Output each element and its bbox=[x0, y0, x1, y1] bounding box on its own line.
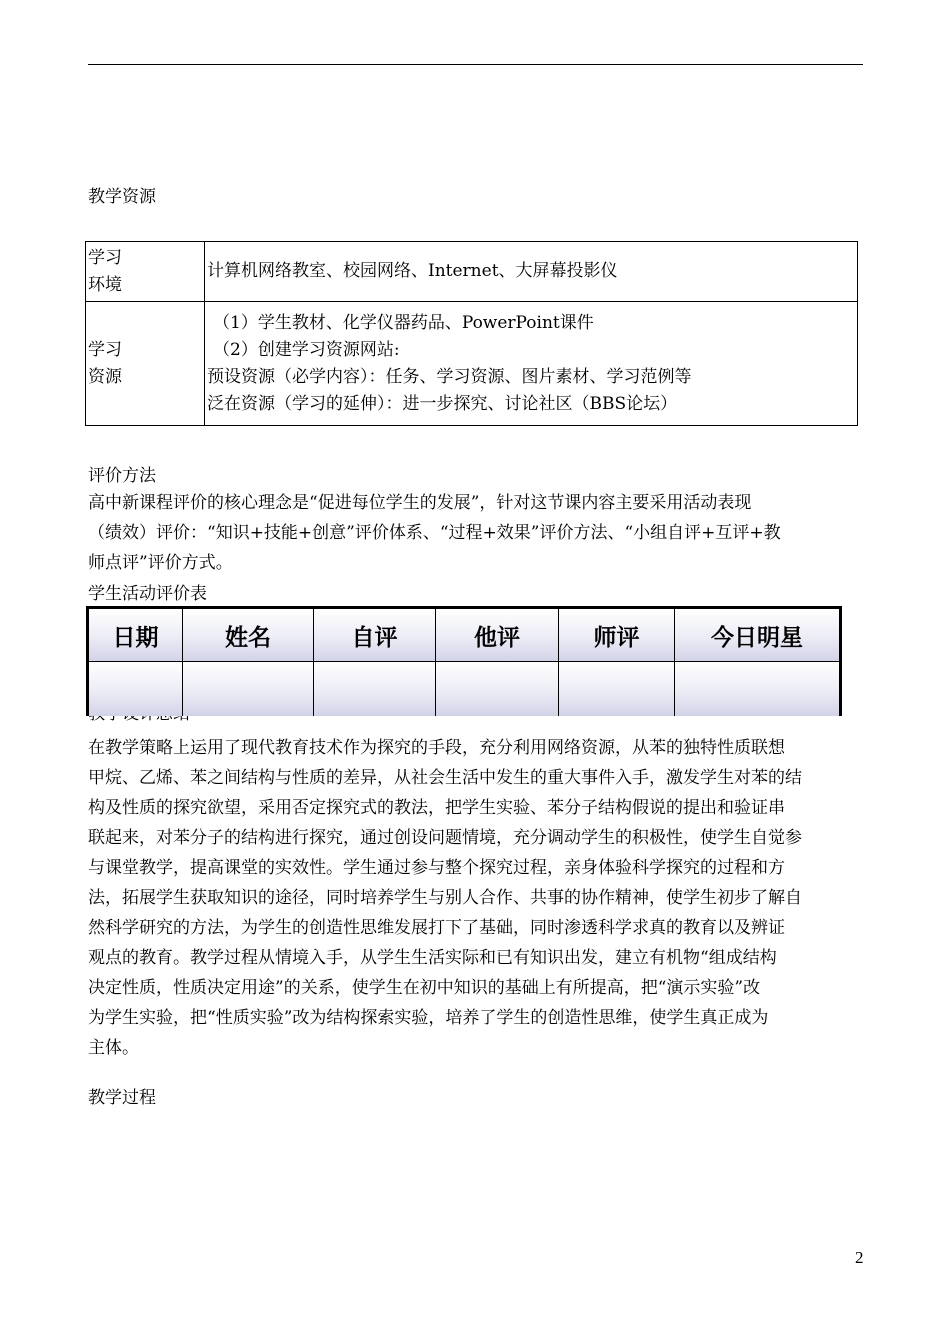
cell-star-of-day[interactable] bbox=[675, 662, 839, 716]
environment-label-line1: 学习 bbox=[88, 247, 122, 268]
evaluation-heading: 评价方法 bbox=[88, 466, 156, 486]
cell-peer-eval[interactable] bbox=[436, 662, 559, 716]
environment-label-cell bbox=[86, 242, 205, 302]
evaluation-line-3: 师点评”评价方式。 bbox=[88, 553, 233, 573]
materials-line-1: （1）学生教材、化学仪器药品、PowerPoint课件 bbox=[213, 312, 594, 333]
evaluation-line-1: 高中新课程评价的核心理念是“促进每位学生的发展”，针对这节课内容主要采用活动表现 bbox=[88, 493, 752, 513]
materials-line-3: 预设资源（必学内容）：任务、学习资源、图片素材、学习范例等 bbox=[207, 366, 692, 387]
resources-table bbox=[85, 241, 858, 426]
summary-line-1: 在教学策略上运用了现代教育技术作为探究的手段，充分利用网络资源，从苯的独特性质联想 bbox=[88, 738, 785, 758]
summary-line-5: 与课堂教学，提高课堂的实效性。学生通过参与整个探究过程，亲身体验科学探究的过程和方 bbox=[88, 858, 785, 878]
materials-label-cell bbox=[86, 302, 205, 426]
design-summary-paragraph bbox=[88, 733, 868, 1063]
cell-date[interactable] bbox=[89, 662, 183, 716]
materials-content-cell bbox=[205, 302, 858, 426]
header-star-of-day: 今日明星 bbox=[675, 609, 839, 662]
evaluation-line-2: （绩效）评价：“知识+技能+创意”评价体系、“过程+效果”评价方法、“小组自评+互评+教 bbox=[88, 523, 781, 543]
header-name: 姓名 bbox=[183, 609, 314, 662]
process-heading: 教学过程 bbox=[88, 1088, 156, 1108]
cell-teacher-eval[interactable] bbox=[559, 662, 675, 716]
header-rule bbox=[88, 64, 863, 65]
evaluation-paragraph bbox=[88, 488, 868, 578]
materials-label-line2: 资源 bbox=[88, 366, 122, 387]
summary-line-2: 甲烷、乙烯、苯之间结构与性质的差异，从社会生活中发生的重大事件入手，激发学生对苯的结 bbox=[88, 768, 802, 788]
resources-heading: 教学资源 bbox=[88, 187, 156, 207]
summary-line-7: 然科学研究的方法，为学生的创造性思维发展打下了基础，同时渗透科学求真的教育以及辨证 bbox=[88, 918, 785, 938]
cell-self-eval[interactable] bbox=[314, 662, 436, 716]
header-date: 日期 bbox=[89, 609, 183, 662]
cell-name[interactable] bbox=[183, 662, 314, 716]
environment-content-cell bbox=[205, 242, 858, 302]
resources-row-environment bbox=[86, 242, 858, 302]
resources-row-materials bbox=[86, 302, 858, 426]
materials-line-4: 泛在资源（学习的延伸）：进一步探究、讨论社区（BBS论坛） bbox=[207, 393, 678, 414]
page-number: 2 bbox=[855, 1248, 864, 1267]
summary-line-11: 主体。 bbox=[88, 1038, 139, 1058]
summary-line-3: 构及性质的探究欲望，采用否定探究式的教法，把学生实验、苯分子结构假说的提出和验证串 bbox=[88, 798, 785, 818]
summary-line-10: 为学生实验，把“性质实验”改为结构探索实验，培养了学生的创造性思维，使学生真正成为 bbox=[88, 1008, 769, 1028]
materials-line-2: （2）创建学习资源网站: bbox=[213, 339, 400, 360]
activity-table-heading: 学生活动评价表 bbox=[88, 584, 207, 604]
header-self-eval: 自评 bbox=[314, 609, 436, 662]
summary-line-9: 决定性质，性质决定用途”的关系，使学生在初中知识的基础上有所提高，把“演示实验”改 bbox=[88, 978, 761, 998]
materials-label-line1: 学习 bbox=[88, 339, 122, 360]
activity-table-header-row bbox=[89, 609, 839, 662]
activity-table-row bbox=[89, 662, 839, 716]
summary-line-6: 法，拓展学生获取知识的途径，同时培养学生与别人合作、共事的协作精神，使学生初步了解自 bbox=[88, 888, 802, 908]
summary-line-8: 观点的教育。教学过程从情境入手，从学生生活实际和已有知识出发，建立有机物“组成结构 bbox=[88, 948, 777, 968]
header-peer-eval: 他评 bbox=[436, 609, 559, 662]
summary-line-4: 联起来，对苯分子的结构进行探究，通过创设问题情境，充分调动学生的积极性，使学生自觉参 bbox=[88, 828, 802, 848]
header-teacher-eval: 师评 bbox=[559, 609, 675, 662]
activity-evaluation-table bbox=[86, 606, 842, 716]
environment-content: 计算机网络教室、校园网络、Internet、大屏幕投影仪 bbox=[207, 261, 618, 281]
environment-label-line2: 环境 bbox=[88, 274, 122, 295]
